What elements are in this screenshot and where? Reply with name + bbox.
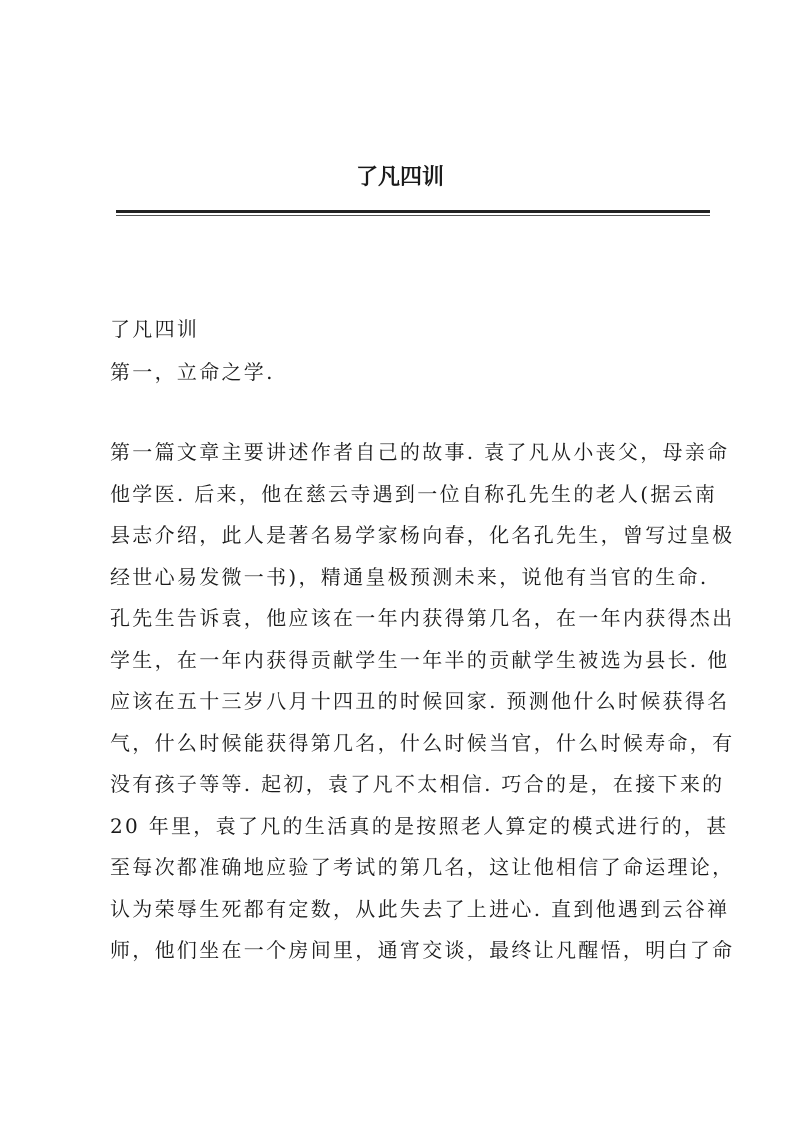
document-title: 了凡四训 — [355, 165, 444, 190]
body-line: 孔先生告诉袁，他应该在一年内获得第几名，在一年内获得杰出 — [110, 606, 735, 630]
body-line: 县志介绍，此人是著名易学家杨向春，化名孔先生，曾写过皇极 — [110, 523, 735, 547]
body-heading: 了凡四训 — [110, 317, 200, 341]
body-line: 经世心易发微一书)，精通皇极预测未来，说他有当官的生命. — [110, 564, 709, 589]
title-divider — [116, 210, 710, 213]
body-line: 师，他们坐在一个房间里，通宵交谈，最终让凡醒悟，明白了命 — [110, 938, 735, 962]
body-line: 没有孩子等等. 起初，袁了凡不太相信. 巧合的是，在接下来的 — [110, 772, 725, 796]
body-text — [110, 438, 735, 978]
section-heading: 第一，立命之学. — [110, 360, 275, 384]
body-line: 学生，在一年内获得贡献学生一年半的贡献学生被选为县长. 他 — [110, 647, 730, 672]
body-line: 他学医. 后来，他在慈云寺遇到一位自称孔先生的老人(据云南 — [110, 481, 718, 506]
body-line: 至每次都准确地应验了考试的第几名，这让他相信了命运理论， — [110, 855, 735, 879]
body-line: 气，什么时候能获得第几名，什么时候当官，什么时候寿命，有 — [110, 730, 735, 755]
body-line: 应该在五十三岁八月十四丑的时候回家. 预测他什么时候获得名 — [110, 689, 730, 713]
body-line: 第一篇文章主要讲述作者自己的故事. 袁了凡从小丧父，母亲命 — [110, 440, 730, 464]
body-line: 20 年里，袁了凡的生活真的是按照老人算定的模式进行的，甚 — [110, 813, 729, 838]
title-divider-thin — [116, 215, 710, 216]
body-line: 认为荣辱生死都有定数，从此失去了上进心. 直到他遇到云谷禅 — [110, 896, 730, 921]
